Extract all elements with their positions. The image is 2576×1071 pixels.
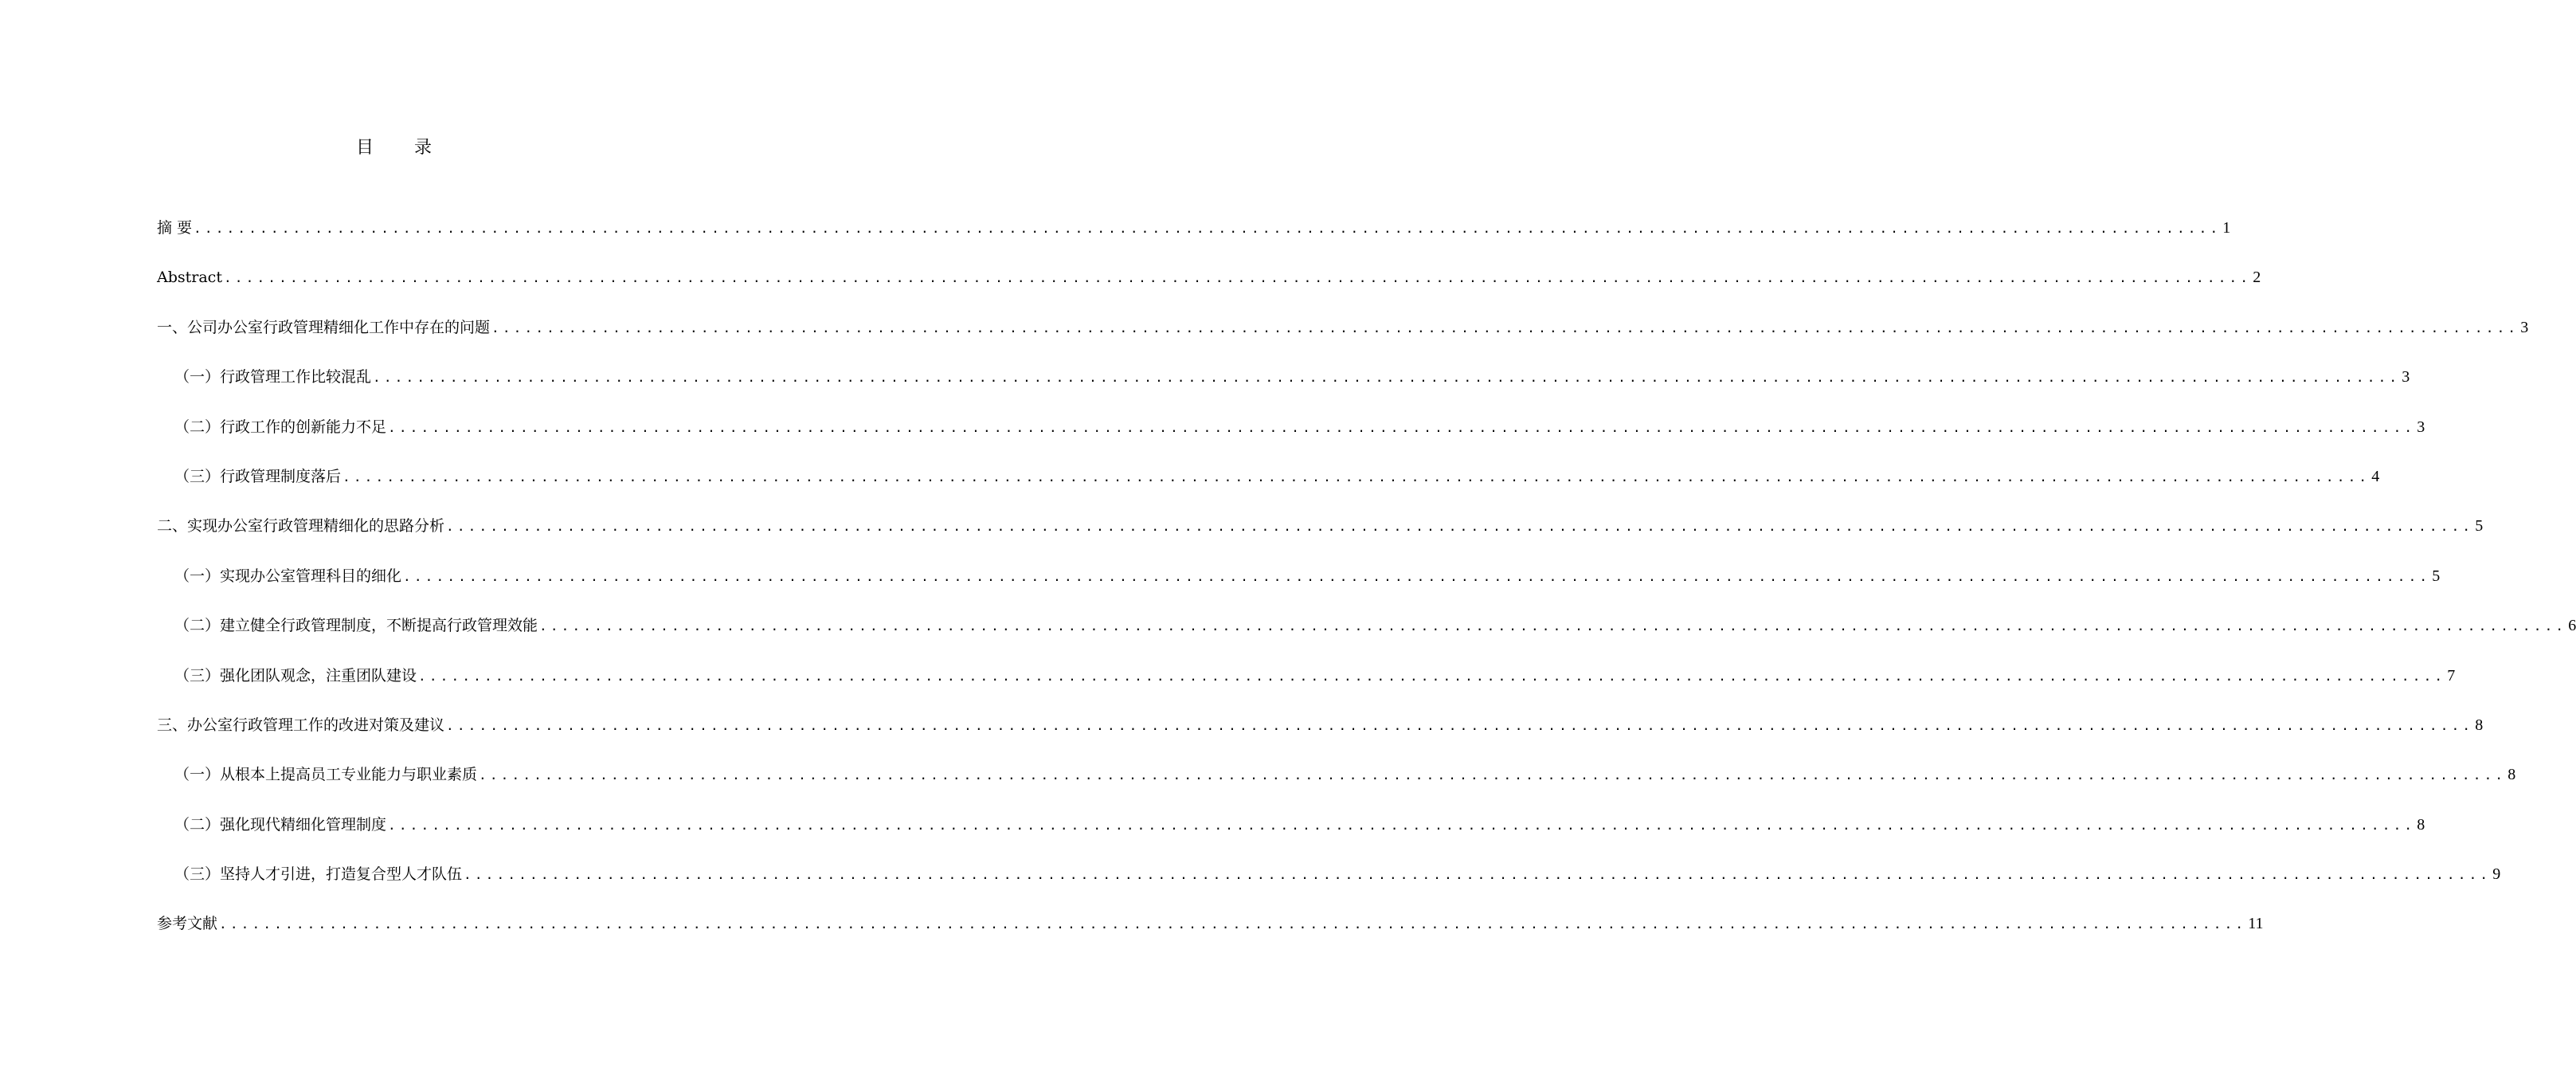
toc-entry-title: 摘 要: [157, 219, 193, 237]
toc-entry-abstract-en[interactable]: [157, 261, 2261, 311]
toc-entry-title: 三、办公室行政管理工作的改进对策及建议: [157, 716, 445, 734]
toc-entry-section-3-2[interactable]: [157, 809, 2425, 858]
toc-dot-leader: ........................................................................................................................................................................................: [388, 419, 2416, 435]
toc-entry-section-2-3[interactable]: [157, 660, 2456, 709]
toc-dot-leader: ........................................................................................................................................................................................: [223, 270, 2252, 286]
toc-entry-section-2-1[interactable]: [157, 560, 2441, 610]
toc-entry-title: （二）强化现代精细化管理制度: [174, 815, 387, 834]
toc-entry-title: （一）从根本上提高员工专业能力与职业素质: [174, 766, 478, 784]
toc-page-number: 9: [2492, 865, 2501, 884]
toc-page-number: 8: [2475, 716, 2484, 734]
toc-dot-leader: ........................................................................................................................................................................................: [479, 767, 2507, 783]
toc-page-number: 3: [2417, 418, 2425, 436]
toc-page-number: 2: [2253, 269, 2261, 287]
toc-page-number: 6: [2568, 617, 2576, 635]
toc-dot-leader: ........................................................................................................................................................................................: [446, 717, 2474, 733]
page-title: 目 录: [356, 138, 449, 158]
toc-entry-section-3-1[interactable]: [157, 759, 2516, 808]
toc-dot-leader: ........................................................................................................................................................................................: [464, 867, 2492, 883]
toc-entry-chapter-3[interactable]: [157, 709, 2484, 759]
toc-page-number: 7: [2447, 666, 2456, 685]
toc-entry-title: （三）强化团队观念，注重团队建设: [174, 666, 417, 685]
toc-entry-title: （二）行政工作的创新能力不足: [174, 418, 387, 436]
toc-dot-leader: ........................................................................................................................................................................................: [491, 320, 2519, 335]
toc-dot-leader: ........................................................................................................................................................................................: [219, 916, 2247, 932]
toc-page-number: 1: [2222, 219, 2231, 237]
toc-dot-leader: ........................................................................................................................................................................................: [343, 469, 2370, 484]
toc-entry-section-3-3[interactable]: [157, 858, 2501, 908]
toc-entry-title: （三）行政管理制度落后: [174, 467, 342, 485]
toc-page-number: 11: [2248, 915, 2264, 933]
toc-entry-chapter-2[interactable]: [157, 510, 2484, 559]
toc-entry-chapter-1[interactable]: [157, 312, 2529, 361]
toc-entry-title: （一）实现办公室管理科目的细化: [174, 567, 402, 585]
toc-dot-leader: ........................................................................................................................................................................................: [388, 817, 2416, 833]
toc-page-number: 8: [2417, 815, 2425, 834]
toc-entry-section-1-3[interactable]: [157, 461, 2380, 510]
toc-entry-title: （二）建立健全行政管理制度，不断提高行政管理效能: [174, 617, 538, 635]
table-of-contents: [157, 212, 2576, 958]
toc-dot-leader: ........................................................................................................................................................................................: [373, 370, 2401, 386]
toc-page-number: 4: [2371, 467, 2380, 485]
toc-page-number: 5: [2475, 517, 2484, 536]
toc-entry-section-2-2[interactable]: [157, 610, 2576, 659]
toc-dot-leader: ........................................................................................................................................................................................: [539, 618, 2567, 634]
toc-entry-references[interactable]: [157, 908, 2264, 957]
toc-dot-leader: ........................................................................................................................................................................................: [446, 519, 2474, 535]
toc-entry-section-1-1[interactable]: [157, 361, 2410, 410]
toc-entry-title: 二、实现办公室行政管理精细化的思路分析: [157, 517, 445, 536]
toc-entry-abstract-cn[interactable]: [157, 212, 2231, 261]
toc-page-number: 8: [2507, 766, 2516, 784]
toc-page-number: 5: [2432, 567, 2441, 585]
toc-entry-title: Abstract: [157, 269, 222, 287]
toc-entry-title: 一、公司办公室行政管理精细化工作中存在的问题: [157, 318, 491, 336]
toc-page-number: 3: [2520, 318, 2529, 336]
toc-dot-leader: ........................................................................................................................................................................................: [418, 668, 2446, 684]
toc-entry-section-1-2[interactable]: [157, 411, 2425, 461]
toc-entry-title: （一）行政管理工作比较混乱: [174, 368, 372, 386]
toc-dot-leader: ........................................................................................................................................................................................: [403, 568, 2431, 584]
toc-entry-title: 参考文献: [157, 915, 218, 933]
toc-dot-leader: ........................................................................................................................................................................................: [194, 221, 2222, 236]
toc-entry-title: （三）坚持人才引进，打造复合型人才队伍: [174, 865, 463, 884]
toc-page-number: 3: [2402, 368, 2410, 386]
